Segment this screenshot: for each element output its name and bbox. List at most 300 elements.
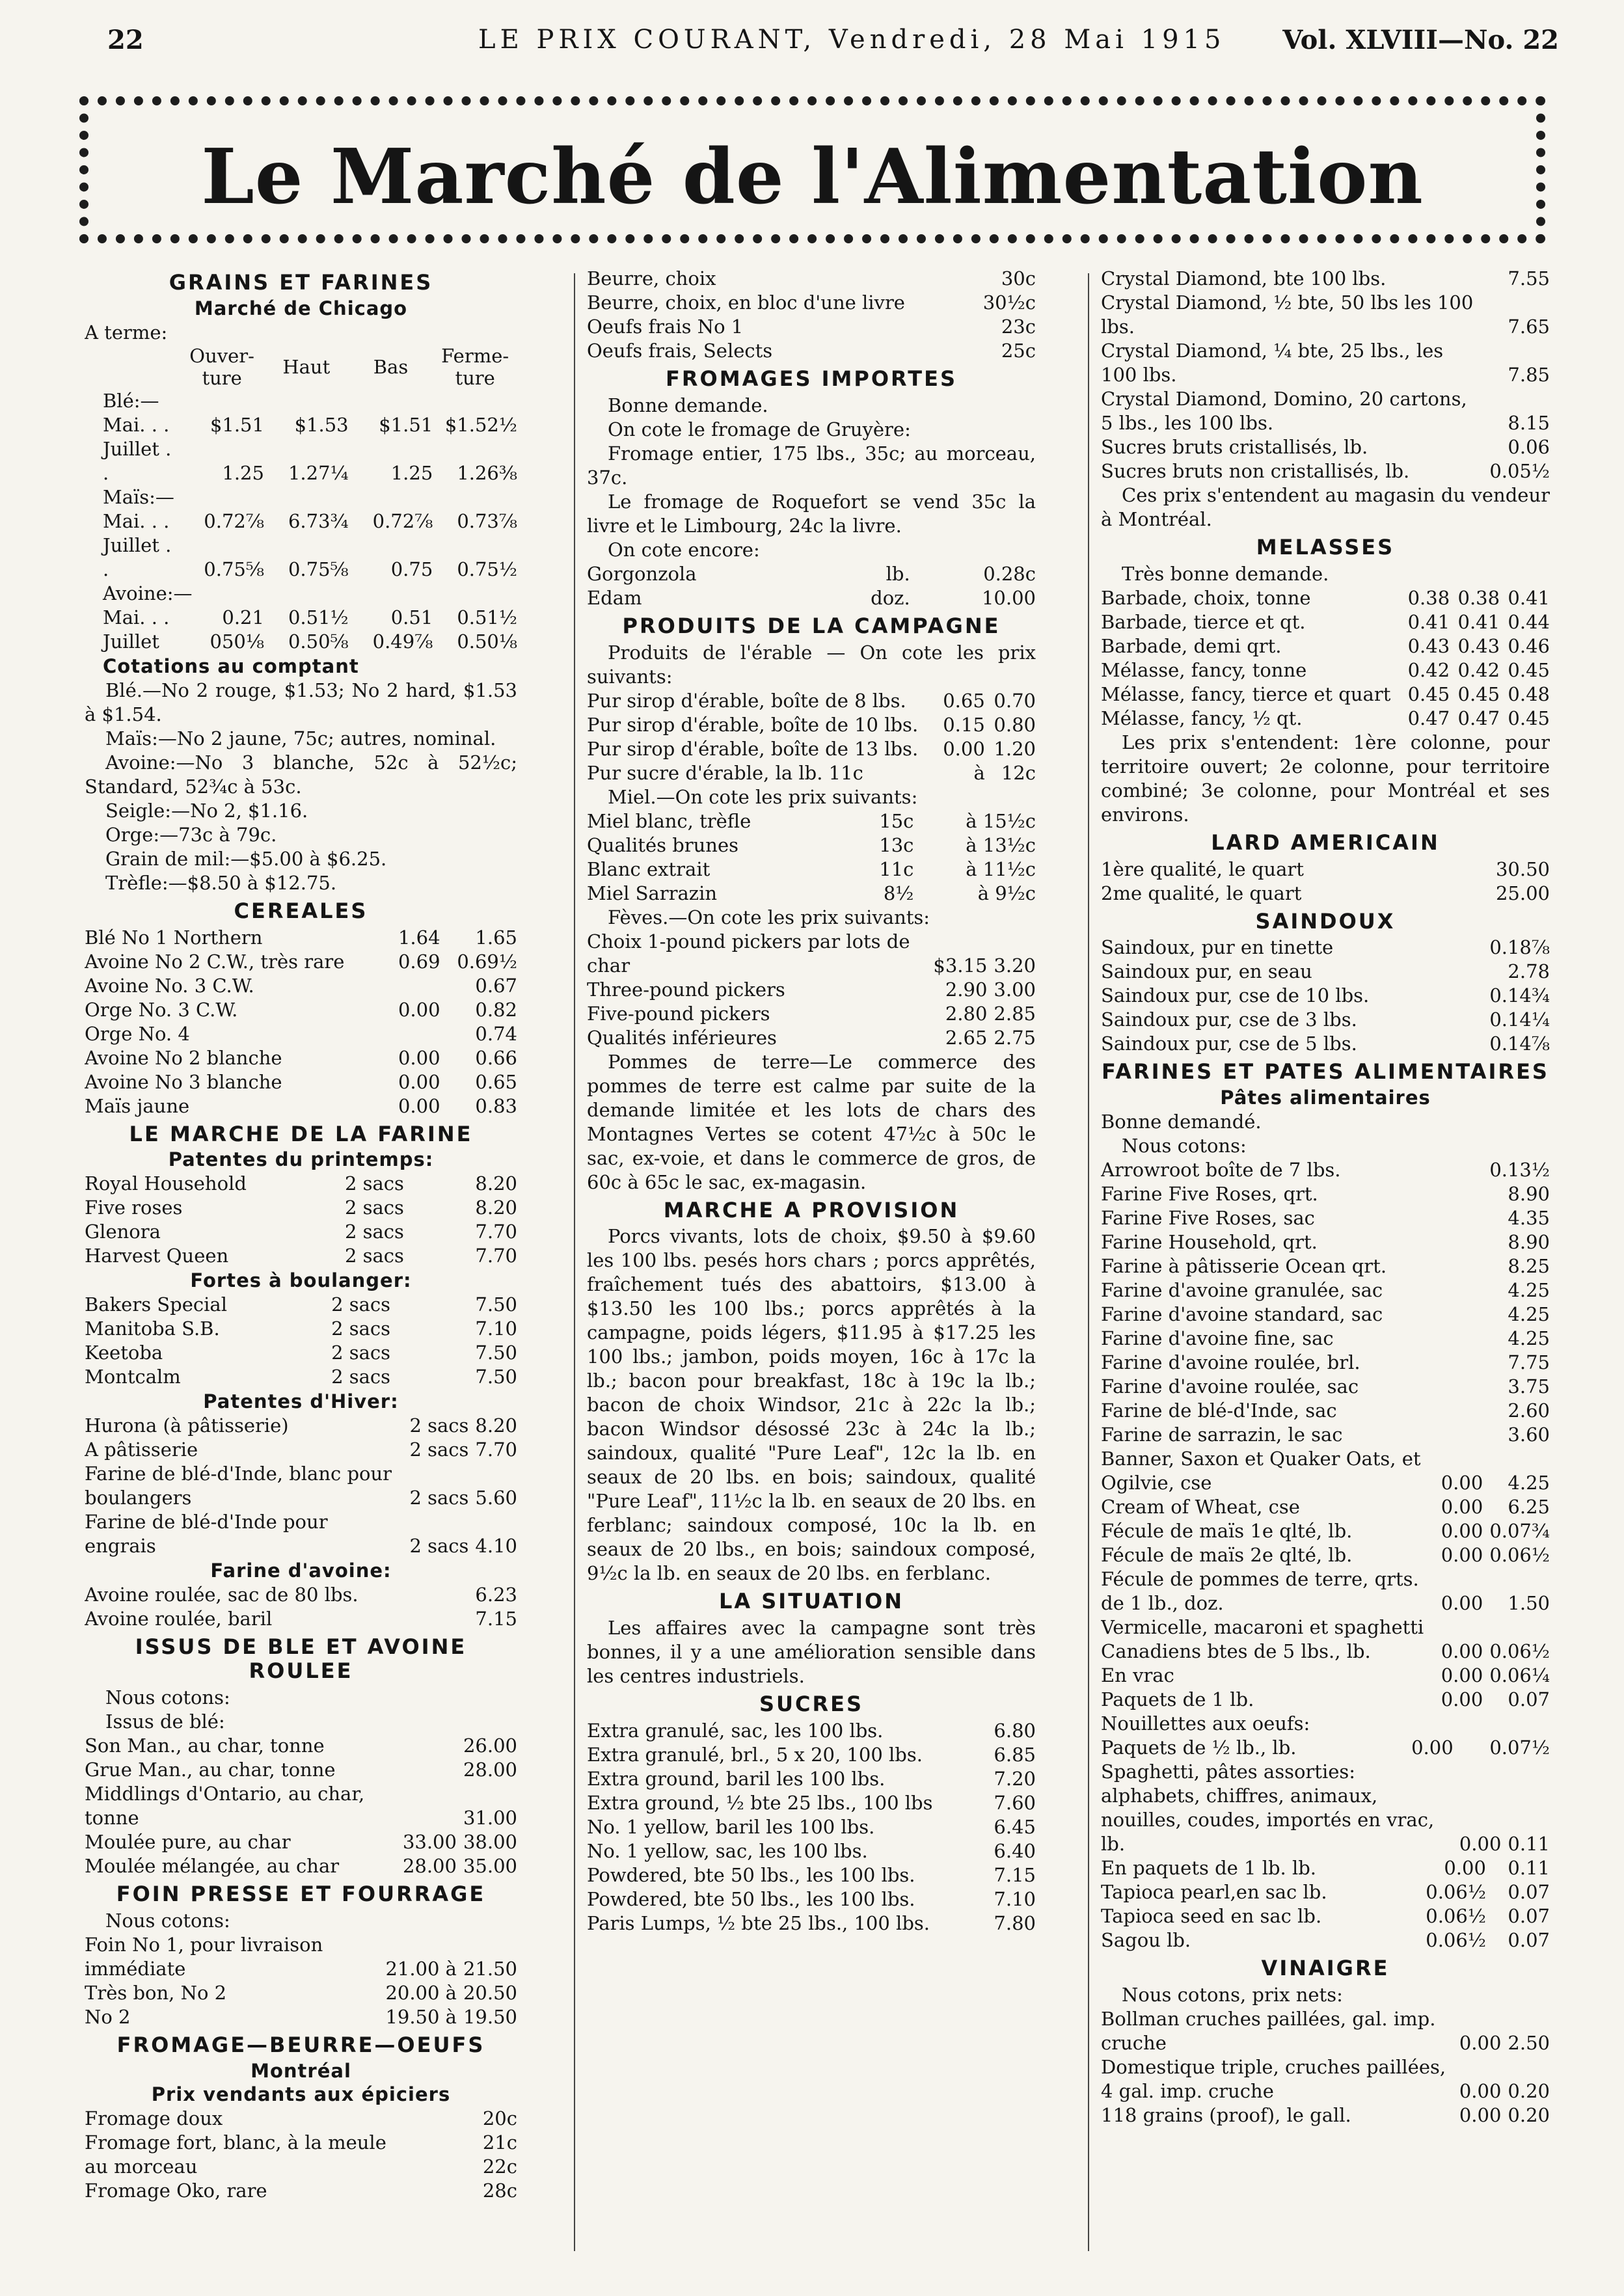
- table-row: [587, 1839, 1036, 1863]
- row-value: 0.00: [1441, 1496, 1483, 1519]
- row-value: 0.07: [1508, 1881, 1550, 1904]
- table-row: [587, 1767, 1036, 1791]
- situation-text: Les affaires avec la campagne sont très bonnes, il y a une amélioration sensible dans les centres industriels.: [587, 1617, 1036, 1688]
- row-value: [1435, 1303, 1483, 1327]
- row-value: 8.90: [1508, 1231, 1550, 1254]
- table-row: [85, 1172, 517, 1196]
- row-label: Paquets de 1 lb.: [1101, 1688, 1254, 1711]
- row-label: Farine d'avoine roulée, sac: [1101, 1375, 1359, 1398]
- table-row: [1101, 1206, 1550, 1230]
- table-row: [85, 437, 517, 485]
- row-value: 2 sacs: [344, 1172, 404, 1195]
- row-label: Miel Sarrazin: [587, 882, 718, 904]
- row-value: 13c: [879, 833, 914, 856]
- row-value: 0.51½: [288, 606, 349, 628]
- row-value: 0.42: [1457, 658, 1500, 681]
- row-value: 3.75: [1508, 1375, 1550, 1398]
- table-row: [85, 1583, 517, 1607]
- row-label: Mai. . .: [103, 606, 170, 628]
- row-label: Saindoux pur, cse de 10 lbs.: [1101, 984, 1370, 1007]
- row-value: 0.41: [1457, 610, 1500, 633]
- row-label: Beurre, choix, en bloc d'une livre: [587, 291, 905, 314]
- melasses-table: [1101, 586, 1550, 731]
- row-value: $1.53: [294, 413, 349, 436]
- row-value: 21.00 à: [385, 1957, 457, 1980]
- row-value: 11c: [879, 858, 914, 880]
- table-row: [587, 1863, 1036, 1887]
- sirop-table: [587, 689, 1036, 785]
- beurre-table: [587, 267, 1036, 363]
- table-row: [587, 339, 1036, 363]
- row-label: Tapioca seed en sac lb.: [1101, 1905, 1322, 1928]
- table-row: [1101, 586, 1550, 610]
- row-value: [396, 1734, 457, 1758]
- row-label: Farine de sarrazin, le sac: [1101, 1424, 1343, 1446]
- row-label: Paris Lumps, ½ bte 25 lbs., 100 lbs.: [587, 1911, 930, 1934]
- row-label: Fromage Oko, rare: [85, 2179, 267, 2202]
- row-value: 31.00: [463, 1806, 517, 1829]
- section-heading-campagne: PRODUITS DE LA CAMPAGNE: [622, 613, 1001, 638]
- row-value: à 15½c: [966, 809, 1036, 832]
- table-row: [587, 1911, 1036, 1936]
- table-row: [587, 713, 1036, 737]
- row-value: [1435, 1327, 1483, 1351]
- issus-sub: Issus de blé:: [105, 1710, 225, 1733]
- comptant-list: [85, 679, 517, 895]
- row-value: [1435, 1399, 1483, 1423]
- table-row: [1101, 459, 1550, 483]
- row-value: 35.00: [463, 1854, 517, 1877]
- row-label: Juillet: [103, 630, 159, 653]
- row-value: 2 sacs: [331, 1293, 391, 1316]
- row-label: Farine d'avoine roulée, brl.: [1101, 1351, 1360, 1374]
- row-value: 2 sacs: [331, 1366, 391, 1388]
- table-row: [85, 2107, 517, 2131]
- farine-group-heading: Farine d'avoine:: [210, 1560, 392, 1582]
- section-heading-sucres: SUCRES: [759, 1692, 864, 1717]
- table-row: [1101, 634, 1550, 658]
- table-row: [85, 509, 517, 533]
- section-heading-grains: GRAINS ET FARINES: [169, 270, 433, 295]
- row-value: 2 sacs: [331, 1342, 391, 1364]
- table-row: [587, 562, 1036, 586]
- row-value: $1.52½: [444, 413, 517, 436]
- comptant-line: Avoine:—No 3 blanche, 52c à 52½c; Standard, 52¾c à 53c.: [85, 751, 517, 798]
- row-value: 0.00: [1441, 1472, 1483, 1494]
- table-row: [587, 1791, 1036, 1815]
- section-heading-vinaigre: VINAIGRE: [1261, 1956, 1390, 1981]
- row-value: 4.25: [1508, 1327, 1550, 1350]
- row-value: 2.78: [1508, 960, 1550, 983]
- tapioca-table: [1101, 1856, 1550, 1952]
- row-value: 6.23: [475, 1584, 517, 1606]
- row-label: Paquets de ½ lb., lb.: [1101, 1736, 1297, 1759]
- row-value: 2.75: [994, 1026, 1036, 1049]
- row-value: 0.00: [1459, 2079, 1502, 2102]
- row-label: Barbade, demi qrt.: [1101, 634, 1282, 657]
- row-value: 2 sacs: [409, 1414, 469, 1437]
- table-row: [1101, 1158, 1550, 1182]
- table-row: [1101, 882, 1550, 906]
- row-label: Manitoba S.B.: [85, 1317, 220, 1340]
- row-value: 0.51½: [457, 606, 517, 628]
- row-label: Keetoba: [85, 1342, 163, 1364]
- row-value: 7.65: [1508, 316, 1550, 338]
- row-value: 0.47: [1407, 707, 1450, 729]
- row-label: Miel blanc, trèfle: [587, 809, 751, 832]
- row-label: Blé No 1 Northern: [85, 926, 263, 949]
- row-value: 7.80: [994, 1911, 1036, 1934]
- comptant-line: Blé.—No 2 rouge, $1.53; No 2 hard, $1.53 à $1.54.: [85, 679, 517, 725]
- vinaigre-table: [1101, 2007, 1550, 2127]
- row-value: $1.51: [379, 413, 433, 436]
- row-value: 0.07¾: [1489, 1520, 1550, 1543]
- comptant-line: Seigle:—No 2, $1.16.: [105, 799, 308, 822]
- melasses-note: Les prix s'entendent: 1ère colonne, pour territoire ouvert; 2e colonne, pour territoire combiné; 3e colonne, pour Montréal et ses environs.: [1101, 731, 1550, 826]
- row-value: 6.85: [994, 1743, 1036, 1766]
- row-value: 3.00: [994, 978, 1036, 1001]
- row-value: 4.35: [1508, 1207, 1550, 1230]
- row-value: 0.05½: [1489, 460, 1550, 482]
- table-row: [587, 978, 1036, 1002]
- fromages-importes-line: On cote encore:: [608, 538, 760, 561]
- row-value: 4.25: [1508, 1279, 1550, 1302]
- row-value: 4.25: [1508, 1472, 1550, 1494]
- table-row: [587, 833, 1036, 858]
- table-row: [1101, 1375, 1550, 1399]
- fromages-importes-text: [587, 394, 1036, 562]
- table-row: [85, 1830, 517, 1854]
- row-label: Crystal Diamond, bte 100 lbs.: [1101, 267, 1387, 290]
- row-label: 1ère qualité, le quart: [1101, 858, 1304, 880]
- row-label: Bakers Special: [85, 1293, 227, 1316]
- row-value: 0.00: [1459, 2031, 1502, 2054]
- row-value: 1.50: [1508, 1592, 1550, 1615]
- row-value: 25.00: [1495, 882, 1550, 904]
- row-value: 12c: [1001, 761, 1036, 784]
- table-row: [85, 1244, 517, 1268]
- row-value: 1.26⅜: [457, 461, 517, 484]
- table-row: [587, 267, 1036, 291]
- row-value: 6.25: [1508, 1496, 1550, 1519]
- row-label: Arrowroot boîte de 7 lbs.: [1101, 1159, 1341, 1182]
- comptant-line: Grain de mil:—$5.00 à $6.25.: [105, 847, 387, 870]
- miel-intro: Miel.—On cote les prix suivants:: [608, 785, 918, 808]
- row-value: 2.50: [1508, 2031, 1550, 2054]
- row-label: Fécule de maïs 1e qlté, lb.: [1101, 1520, 1353, 1543]
- row-value: $1.51: [210, 413, 264, 436]
- row-value: 0.00: [1444, 1857, 1486, 1880]
- table-row: [587, 1815, 1036, 1839]
- row-label: Barbade, choix, tonne: [1101, 586, 1311, 609]
- row-value: 0.06½: [1426, 1881, 1486, 1904]
- subheading-prix-vendants: Prix vendants aux épiciers: [151, 2083, 451, 2105]
- row-label: En vrac: [1101, 1664, 1174, 1687]
- row-value: 2.85: [994, 1002, 1036, 1025]
- section-heading-saindoux: SAINDOUX: [1255, 908, 1396, 934]
- row-value: 0.18⅞: [1489, 936, 1550, 959]
- row-value: 0.72⅞: [372, 509, 433, 532]
- row-value: 0.14¼: [1489, 1008, 1550, 1031]
- a-terme-label: A terme:: [85, 321, 168, 344]
- row-label: Hurona (à pâtisserie): [85, 1414, 289, 1437]
- row-label: Powdered, bte 50 lbs., les 100 lbs.: [587, 1887, 915, 1910]
- feves-table: [587, 930, 1036, 1050]
- row-label: Cream of Wheat, cse: [1101, 1496, 1300, 1519]
- row-value: 3.20: [994, 954, 1036, 977]
- table-row: [587, 1743, 1036, 1767]
- table-row: [85, 533, 517, 582]
- group-row: [85, 485, 517, 509]
- row-label: Avoine No 2 C.W., très rare: [85, 950, 345, 973]
- row-label: Avoine No 2 blanche: [85, 1046, 282, 1069]
- pates-intro-1: Bonne demandé.: [1101, 1111, 1262, 1133]
- fromages-importes-table: [587, 562, 1036, 610]
- row-label: Farine de blé-d'Inde pour engrais: [85, 1511, 328, 1558]
- provision-text: Porcs vivants, lots de choix, $9.50 à $9.60 les 100 lbs. pesés hors chars ; porcs apprêtés, fraîchement tués des abattoirs, $13.00 à $13.50 les 100 lbs.; porcs apprêtés à la campagne, poids légers, $11.95 à $17.25 les 100 lbs.; jambon, poids moyen, 16c à 17c la lb.; bacon pour breakfast, 18c à 19c la lb.; bacon de choix Windsor, 21c à 22c la lb.; bacon Windsor désossé 23c à 24c la lb.; saindoux, qualité "Pure Leaf", 12c la lb. en seaux de 20 lbs. en bois; saindoux, qualité "Pure Leaf", 11½c la lb. en seaux de 20 lbs. en ferblanc; saindoux composé, 10c la lb. en seaux de 20 lbs., en bois; saindoux composé, 9½c la lb. en seaux de 20 lbs. en ferblanc.: [587, 1225, 1036, 1585]
- row-value: 0.15: [943, 713, 985, 736]
- section-heading-issus: ISSUS DE BLE ET AVOINE ROULEE: [135, 1634, 467, 1684]
- row-label: Powdered, bte 50 lbs., les 100 lbs.: [587, 1863, 915, 1886]
- row-value: [1435, 1230, 1483, 1254]
- row-value: [1435, 1375, 1483, 1399]
- row-label: Mélasse, fancy, tonne: [1101, 658, 1307, 681]
- row-value: 0.13½: [1489, 1159, 1550, 1182]
- table-row: [1101, 1351, 1550, 1375]
- row-label: Gorgonzola: [587, 562, 697, 585]
- row-label: Montcalm: [85, 1366, 181, 1388]
- row-label: Crystal Diamond, Domino, 20 cartons, 5 lbs., les 100 lbs.: [1101, 388, 1467, 434]
- table-row: [1101, 1278, 1550, 1303]
- table-row: [85, 2131, 517, 2155]
- row-label: Orge No. 3 C.W.: [85, 998, 238, 1021]
- row-value: 0.48: [1508, 682, 1550, 705]
- table-row: [85, 1365, 517, 1389]
- row-value: 7.15: [475, 1608, 517, 1630]
- row-label: Sucres bruts non cristallisés, lb.: [1101, 460, 1410, 482]
- row-value: 0.21: [222, 606, 264, 628]
- row-label: Pur sirop d'érable, boîte de 10 lbs.: [587, 713, 919, 736]
- row-value: [396, 1782, 457, 1830]
- row-value: 0.00: [1441, 1520, 1483, 1543]
- row-value: 0.73⅞: [457, 509, 517, 532]
- issus-table: [85, 1734, 517, 1878]
- table-row: [1101, 1327, 1550, 1351]
- table-row: [85, 1196, 517, 1220]
- table-row: [85, 2155, 517, 2179]
- table-row: [1101, 1230, 1550, 1254]
- fromage-table: [85, 2107, 517, 2203]
- row-value: 0.66: [475, 1046, 517, 1069]
- section-heading-lard: LARD AMERICAIN: [1211, 830, 1440, 855]
- row-value: 6.73¾: [288, 509, 349, 532]
- row-label: Domestique triple, cruches paillées, 4 gal. imp. cruche: [1101, 2055, 1446, 2102]
- section-heading-cereales: CEREALES: [234, 898, 368, 923]
- section-heading-pates: FARINES ET PATES ALIMENTAIRES: [1102, 1059, 1549, 1085]
- row-value: [1435, 1206, 1483, 1230]
- row-value: 8½: [883, 882, 914, 904]
- row-value: 0.06¼: [1489, 1664, 1550, 1687]
- spaghetti-table: [1101, 1760, 1550, 1856]
- row-value: à: [973, 761, 985, 784]
- row-value: doz.: [871, 586, 910, 609]
- table-row: [1101, 1495, 1550, 1519]
- row-value: 2 sacs: [409, 1438, 469, 1461]
- row-value: 0.20: [1508, 2103, 1550, 2126]
- row-value: 2.90: [945, 978, 988, 1001]
- column-1: [85, 267, 517, 2264]
- row-value: 0.83: [475, 1094, 517, 1117]
- table-row: [1101, 1303, 1550, 1327]
- row-value: 2 sacs: [409, 1487, 469, 1509]
- row-value: 30½c: [982, 291, 1036, 314]
- table-row: [85, 1293, 517, 1317]
- row-label: au morceau: [85, 2155, 198, 2178]
- row-value: 1.25: [390, 461, 433, 484]
- row-label: Pur sirop d'érable, boîte de 8 lbs.: [587, 689, 906, 712]
- row-value: 0.43: [1457, 634, 1500, 657]
- table-row: [85, 1341, 517, 1365]
- table-row: [587, 809, 1036, 833]
- table-row: [1101, 1904, 1550, 1928]
- row-label: Farine à pâtisserie Ocean qrt.: [1101, 1255, 1387, 1278]
- row-value: 0.82: [475, 998, 517, 1021]
- row-value: 0.72⅞: [204, 509, 264, 532]
- row-value: 0.51: [390, 606, 433, 628]
- row-value: 0.45: [1508, 658, 1550, 681]
- row-value: 0.07: [1508, 1929, 1550, 1952]
- table-row: [1101, 658, 1550, 682]
- table-row: [85, 630, 517, 654]
- row-value: 7.70: [475, 1221, 517, 1243]
- row-value: [1435, 1182, 1483, 1206]
- row-value: 8.20: [475, 1414, 517, 1437]
- table-row: [85, 974, 517, 998]
- row-value: 7.55: [1508, 267, 1550, 290]
- table-row: [85, 1046, 517, 1070]
- row-value: [1435, 1254, 1483, 1278]
- table-row: [85, 1933, 517, 1981]
- column-header: Haut: [282, 355, 331, 378]
- table-row: [85, 1317, 517, 1341]
- row-value: 2.60: [1508, 1399, 1550, 1422]
- row-label: En paquets de 1 lb. lb.: [1101, 1857, 1317, 1880]
- row-value: 0.70: [994, 689, 1036, 712]
- fromages-importes-line: Bonne demande.: [608, 394, 768, 416]
- row-value: 6.45: [994, 1815, 1036, 1838]
- nouillettes-intro: Nouillettes aux oeufs:: [1101, 1712, 1310, 1735]
- row-value: 19.50 à: [385, 2005, 457, 2028]
- table-row: [1101, 2007, 1550, 2055]
- foin-table: [85, 1933, 517, 2029]
- row-value: 0.65: [475, 1070, 517, 1093]
- table-row: [1101, 1567, 1550, 1615]
- section-banner: [79, 96, 1545, 243]
- row-value: lb.: [886, 562, 910, 585]
- row-value: 0.69: [398, 950, 440, 973]
- row-value: 0.06: [1508, 436, 1550, 458]
- row-value: 2.80: [945, 1002, 988, 1025]
- row-label: Edam: [587, 586, 642, 609]
- farine-group-table: [85, 1172, 517, 1268]
- table-row: [1101, 339, 1550, 387]
- table-row: [85, 950, 517, 974]
- row-value: 0.50⅝: [288, 630, 349, 653]
- issus-intro: Nous cotons:: [105, 1686, 230, 1708]
- row-value: 0.00: [398, 998, 440, 1021]
- row-label: Saindoux, pur en tinette: [1101, 936, 1334, 959]
- fromages-importes-line: Fromage entier, 175 lbs., 35c; au morceau, 37c.: [587, 442, 1036, 489]
- table-row: [587, 761, 1036, 785]
- table-row: [587, 1887, 1036, 1911]
- table-row: [85, 1438, 517, 1462]
- nouillettes-table: [1101, 1736, 1550, 1760]
- row-value: 0.06½: [1489, 1640, 1550, 1663]
- row-label: Spaghetti, pâtes assorties: alphabets, chiffres, animaux, nouilles, coudes, importés en vrac, lb.: [1101, 1761, 1435, 1856]
- row-label: Farine d'avoine standard, sac: [1101, 1303, 1383, 1326]
- row-label: Five roses: [85, 1196, 183, 1219]
- table-row: [85, 1607, 517, 1631]
- farine-group-heading: Patentes d'Hiver:: [203, 1390, 399, 1413]
- pommes-text: Pommes de terre—Le commerce des pommes de terre est calme par suite de la demande limitée et les lots de chars des Montagnes Vertes se cotent 47½c à 50c le sac, ex-voie, et dans le commerce de gros, de 60c à 65c le sac, ex-magasin.: [587, 1050, 1036, 1193]
- table-row: [587, 858, 1036, 882]
- row-label: Avoine No 3 blanche: [85, 1070, 282, 1093]
- row-label: Saindoux pur, en seau: [1101, 960, 1312, 983]
- farine-group-heading: Patentes du printemps:: [168, 1148, 434, 1171]
- table-row: [85, 1734, 517, 1758]
- table-row: [1101, 1880, 1550, 1904]
- row-label: Tapioca pearl,en sac lb.: [1101, 1881, 1327, 1904]
- table-row: [1101, 1423, 1550, 1447]
- row-value: 28.00: [463, 1758, 517, 1781]
- fromages-importes-line: Le fromage de Roquefort se vend 35c la livre et le Limbourg, 24c la livre.: [587, 490, 1036, 537]
- subheading-chicago: Marché de Chicago: [194, 297, 408, 319]
- row-value: 1.65: [475, 926, 517, 949]
- row-value: 0.06½: [1489, 1544, 1550, 1567]
- row-value: 7.10: [994, 1887, 1036, 1910]
- table-row: [1101, 984, 1550, 1008]
- row-label: Farine de blé-d'Inde, sac: [1101, 1399, 1337, 1422]
- row-value: 0.41: [1508, 586, 1550, 609]
- row-label: A pâtisserie: [85, 1438, 198, 1461]
- row-value: 21c: [482, 2131, 517, 2154]
- row-label: Pur sirop d'érable, boîte de 13 lbs.: [587, 737, 919, 760]
- row-label: Farine Household, qrt.: [1101, 1231, 1318, 1254]
- row-label: Crystal Diamond, ½ bte, 50 lbs les 100 lbs.: [1101, 291, 1474, 338]
- table-row: [1101, 1688, 1550, 1712]
- row-label: Farine Five Roses, sac: [1101, 1207, 1315, 1230]
- row-value: 1.27¼: [288, 461, 349, 484]
- table-row: [85, 413, 517, 437]
- table-row: [1101, 267, 1550, 291]
- vinaigre-intro: Nous cotons, prix nets:: [1122, 1983, 1343, 2006]
- row-label: Mélasse, fancy, ½ qt.: [1101, 707, 1303, 729]
- row-value: 0.11: [1508, 1833, 1550, 1856]
- row-label: Sucres bruts cristallisés, lb.: [1101, 436, 1368, 458]
- chicago-futures-table: [85, 345, 517, 654]
- row-label: Fromage fort, blanc, à la meule: [85, 2131, 386, 2154]
- row-label: Farine d'avoine fine, sac: [1101, 1327, 1334, 1350]
- row-label: Son Man., au char, tonne: [85, 1734, 325, 1757]
- row-value: 15c: [879, 809, 914, 832]
- row-value: 0.45: [1457, 682, 1500, 705]
- row-value: [1435, 1278, 1483, 1303]
- row-value: 7.50: [475, 1366, 517, 1388]
- saindoux-table: [1101, 936, 1550, 1056]
- row-value: 28.00: [402, 1854, 457, 1877]
- table-row: [85, 1414, 517, 1438]
- farine-table: [85, 1148, 517, 1631]
